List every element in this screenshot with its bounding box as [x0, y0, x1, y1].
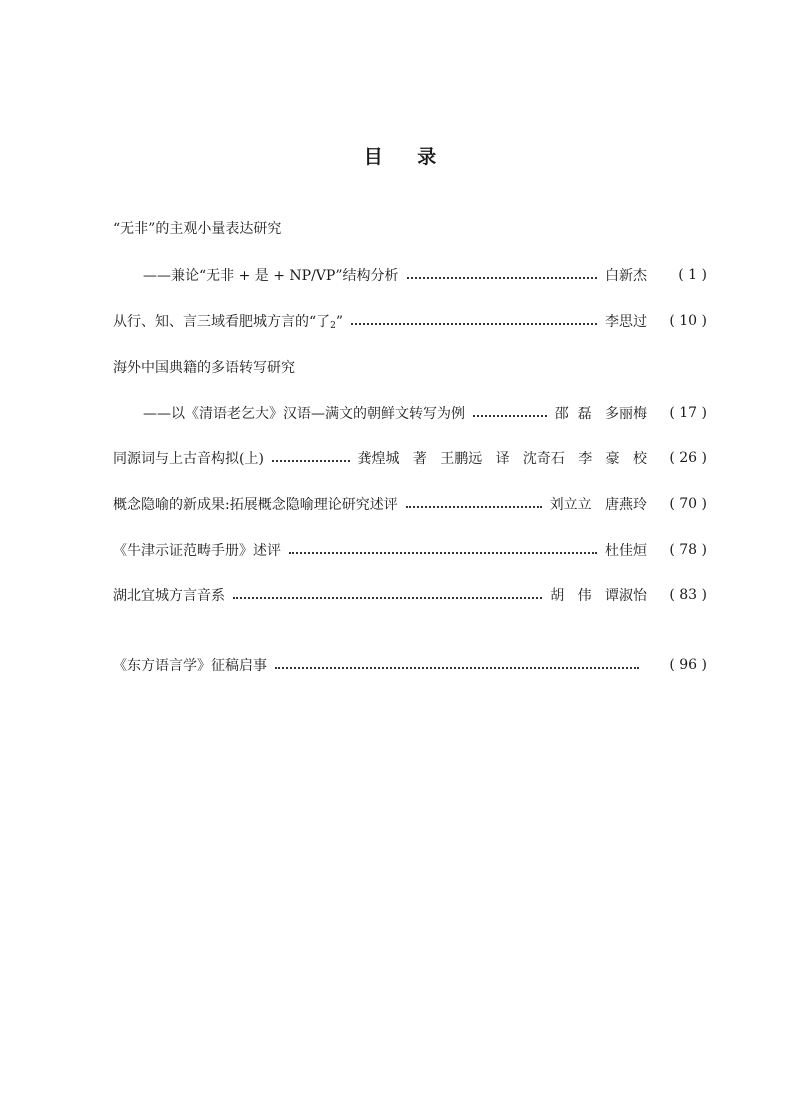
toc-entry-1-title [113, 213, 707, 243]
entry-page: ( 10 ) [669, 313, 707, 329]
entry-author: 邵 磊 多丽梅 [554, 406, 647, 422]
entry-author: 龚煌城 著 王鹏远 译 沈奇石 李 豪 校 [357, 451, 647, 467]
entry-title: 概念隐喻的新成果:拓展概念隐喻理论研究述评 [113, 497, 398, 513]
leader-dots [275, 665, 639, 669]
entry-page: ( 17 ) [669, 405, 707, 421]
entry-author: 杜佳烜 [605, 543, 647, 559]
entry-title: 同源词与上古音构拟(上) [113, 451, 264, 467]
entry-author: 刘立立 唐燕玲 [549, 497, 647, 513]
entry-author: 白新杰 [605, 268, 647, 284]
toc-entry-1-subtitle[interactable] [113, 260, 707, 290]
entry-page: ( 83 ) [669, 587, 707, 603]
toc-entry-5[interactable] [113, 489, 707, 519]
toc-entry-3-title [113, 352, 707, 382]
leader-dots [406, 504, 542, 508]
entry-author: 李思过 [605, 314, 647, 330]
toc-entry-8[interactable] [113, 650, 707, 680]
toc-entry-7[interactable] [113, 580, 707, 610]
entry-title-part: ” [335, 314, 344, 330]
entry-title-subscript: 2 [330, 321, 336, 331]
toc-entry-4[interactable] [113, 443, 707, 473]
entry-title: 《牛津示证范畴手册》述评 [113, 543, 281, 559]
entry-title: 湖北宜城方言音系 [113, 588, 225, 604]
leader-dots [473, 413, 547, 417]
toc-entry-2[interactable] [113, 306, 707, 336]
entry-title: 《东方语言学》征稿启事 [113, 658, 267, 674]
leader-dots [233, 595, 542, 599]
entry-title-part: 从行、知、言三域看肥城方言的“了 [113, 314, 331, 330]
entry-title [113, 311, 343, 331]
entry-page: ( 96 ) [669, 657, 707, 673]
entry-page: ( 70 ) [669, 496, 707, 512]
toc-entry-6[interactable] [113, 535, 707, 565]
entry-subtitle: ——以《清语老乞大》汉语—满文的朝鲜文转写为例 [143, 406, 465, 422]
entry-subtitle: ——兼论“无非 + 是 + NP/VP”结构分析 [143, 268, 399, 284]
toc-entry-3-subtitle[interactable] [113, 398, 707, 428]
leader-dots [272, 458, 350, 462]
entry-title: 海外中国典籍的多语转写研究 [113, 360, 295, 376]
page-title: 目 录 [363, 146, 451, 168]
leader-dots [407, 275, 598, 279]
entry-author: 胡 伟 谭淑怡 [550, 588, 647, 604]
entry-page: ( 78 ) [669, 542, 707, 558]
entry-page: ( 26 ) [669, 450, 707, 466]
leader-dots [289, 550, 597, 554]
entry-page: ( 1 ) [678, 267, 707, 283]
entry-title: “无非”的主观小量表达研究 [113, 221, 282, 237]
leader-dots [351, 321, 597, 325]
